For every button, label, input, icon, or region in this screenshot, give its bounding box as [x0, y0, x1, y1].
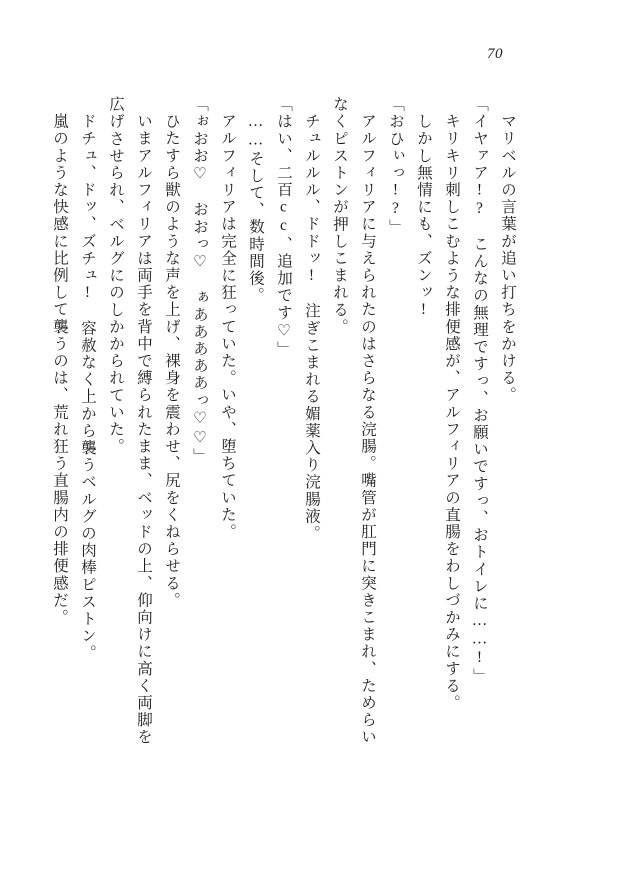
- text-line: いまアルフィリアは両手を背中で縛られたまま、ベッドの上、仰向けに高く両脚を: [135, 113, 152, 746]
- text-line: 「はい、二百cc、追加です♡」: [275, 96, 292, 358]
- page-number: 70: [487, 46, 503, 62]
- text-line: キリキリ刺しこむような排便感が、アルフィリアの直腸をわしづかみにする。: [443, 113, 460, 712]
- text-line: アルフィリアに与えられたのはさらなる浣腸。嘴管が肛門に突きこまれ、ためらい: [359, 113, 376, 746]
- text-line: 「ぉおお♡ おおっ♡ ぁあああああっ♡♡」: [191, 96, 208, 466]
- text-line: 「イヤァア!? こんなの無理ですっ、お願いですっ、おトイレに……!」: [471, 96, 488, 685]
- text-line: 「おひぃっ!?」: [387, 96, 404, 236]
- text-line: マリベルの言葉が追い打ちをかける。: [499, 113, 516, 404]
- vertical-text-body: [51, 96, 521, 836]
- text-line: ひたすら獣のような声を上げ、裸身を震わせ、尻をくねらせる。: [163, 113, 180, 609]
- text-line: ……そして、数時間後。: [247, 113, 264, 305]
- text-line: なくピストンが押しこまれる。: [331, 96, 348, 336]
- text-line: チュルルル、ドドッ! 注ぎこまれる媚薬入り浣腸液。: [303, 113, 320, 542]
- text-line: しかし無情にも、ズンッ!: [415, 113, 432, 320]
- text-line: アルフィリアは完全に狂っていた。いや、堕ちていた。: [219, 113, 236, 541]
- text-line: 嵐のような快感に比例して襲うのは、荒れ狂う直腸内の排便感だ。: [51, 113, 68, 626]
- text-line: ドチュ、ドッ、ズチュ! 容赦なく上から襲うベルグの肉棒ピストン。: [79, 113, 96, 662]
- text-line: 広げさせられ、ベルグにのしかかられていた。: [107, 96, 124, 456]
